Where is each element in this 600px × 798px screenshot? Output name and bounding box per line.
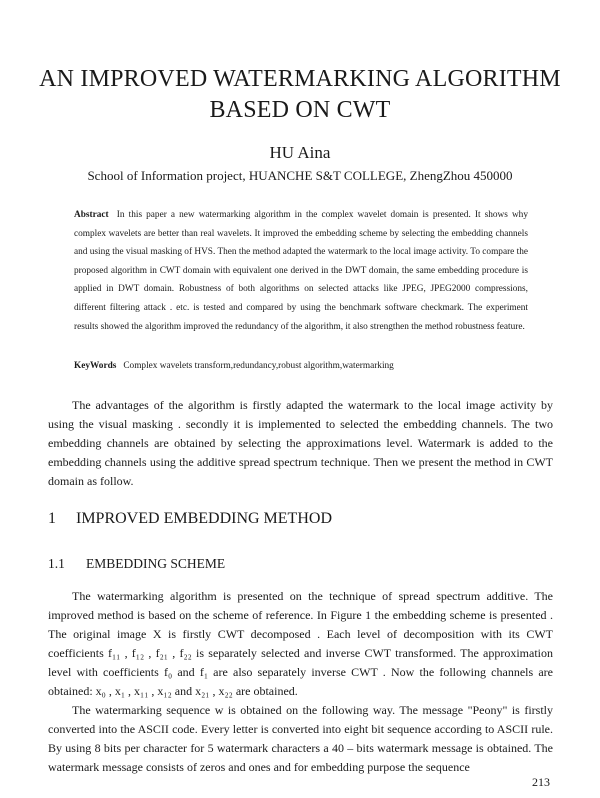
keywords <box>74 361 534 371</box>
intro-section <box>48 396 553 491</box>
body-paragraph: The watermarking sequence w is obtained on the following way. The message "Peony" is firstly converted into the ASCII code. Every letter is converted into eight bit sequence according to ASCII rule. By using 8 bits per character for 5 watermark characters a 40 – bits watermark message is obtained. The watermark message consists of zeros and ones and for embedding purpose the sequence <box>48 703 553 774</box>
author-name: HU Aina <box>269 143 331 162</box>
section-1-title: IMPROVED EMBEDDING METHOD <box>76 510 332 527</box>
abstract <box>74 206 528 336</box>
intro-paragraph: The advantages of the algorithm is firstly adapted the watermark to the local image activity by using the visual masking . secondly it is implemented to selected the embedding channels. The two embedding channels are obtained by selecting the approximations level. Watermark is added to the embedding channels using the additive spread spectrum technique. Then we present the method in CWT domain as follow. <box>48 398 553 488</box>
section-1-heading <box>48 510 332 528</box>
section-1-1-body <box>48 587 553 777</box>
section-1-1-title: EMBEDDING SCHEME <box>86 556 226 571</box>
section-1-1-number: 1.1 <box>48 556 65 571</box>
abstract-label: Abstract <box>74 210 109 220</box>
body-paragraph: The watermarking algorithm is presented on the technique of spread spectrum additive. The improved method is based on the scheme of reference. In Figure 1 the embedding scheme is presented . The original image X is firstly CWT decomposed . Each level of decomposition with its CWT coefficients f₁₁ , f₁₂ , f₂₁ , f₂₂ is separately selected and inverse CWT transformed. The approximation level with coefficients f₀ and f₁ are also separately inverse CWT . Now the following channels are obtained: x₀ , x₁ , x₁₁ , x₁₂ and x₂₁ , x₂₂ are obtained. <box>48 589 553 698</box>
keywords-label: KeyWords <box>74 361 117 371</box>
page-number: 213 <box>532 775 550 789</box>
section-1-1-heading <box>48 556 225 572</box>
author-affiliation: School of Information project, HUANCHE S&T COLLEGE, ZhengZhou 450000 <box>87 168 513 183</box>
keywords-text: Complex wavelets transform,redundancy,robust algorithm,watermarking <box>123 361 394 371</box>
paper-title-line-1: AN IMPROVED WATERMARKING ALGORITHM <box>39 66 561 92</box>
paper-title-line-2: BASED ON CWT <box>209 97 391 123</box>
abstract-text: In this paper a new watermarking algorithm in the complex wavelet domain is presented. It shows why complex wavelets are better than real wavelets. It improved the embedding scheme by selecting the embedding channels and using the visual masking of HVS. Then the method adapted the watermark to the local image activity. To compare the proposed algorithm in CWT domain with equivalent one derived in the DWT domain, the same embedding procedure is applied in DWT domain. Robustness of both algorithms on selected attacks like JPEG, JPEG2000 compressions, different filtering attack . etc. is tested and compared by using the benchmark software checkmark. The experiment results showed the algorithm improved the redundancy of the algorithm, it also strengthen the method robustness feature. <box>74 210 528 332</box>
section-1-number: 1 <box>48 510 56 527</box>
